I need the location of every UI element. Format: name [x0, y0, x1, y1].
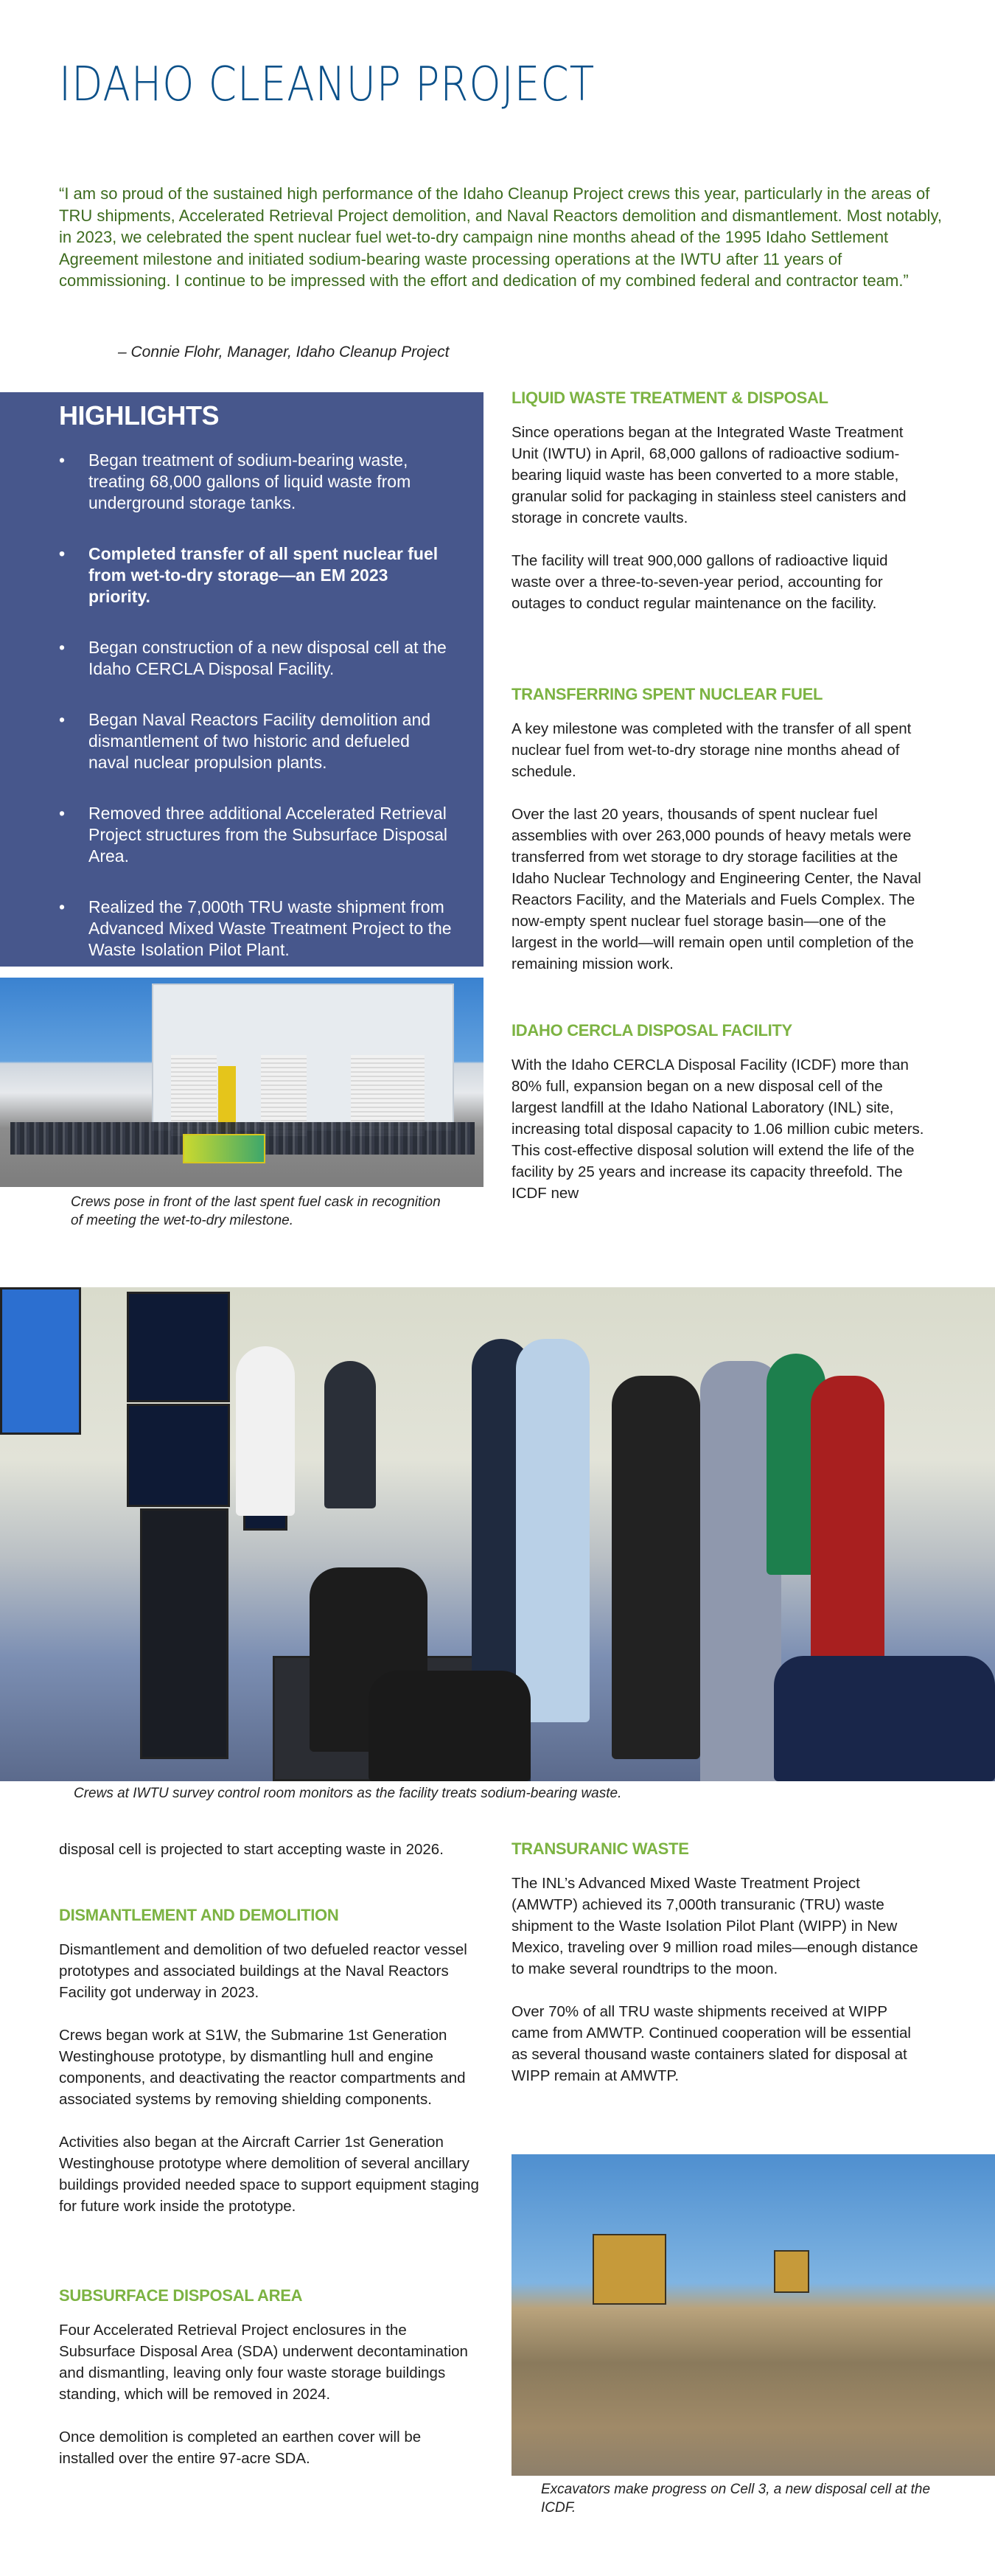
section-icdf-continued — [59, 1839, 479, 1860]
section-paragraph: Over the last 20 years, thousands of spent nuclear fuel assemblies with over 263,000 pounds of heavy metals were transferred from wet storage to dry storage facilities at the Idaho Nuclear Technology and Engineering Center, the Naval Reactors Facility, and the Materials and Fuels Complex. The now-empty spent nuclear fuel storage basin—one of the largest in the world—will remain open until completion of the remaining mission work. — [512, 806, 921, 972]
monitor-shape — [127, 1292, 230, 1402]
bullet-icon: • — [59, 450, 66, 470]
section-heading: TRANSURANIC WASTE — [512, 1839, 689, 1858]
section-heading: LIQUID WASTE TREATMENT & DISPOSAL — [512, 389, 828, 407]
monitor-shape — [0, 1287, 81, 1435]
highlight-item: • Began construction of a new disposal cell at the Idaho CERCLA Disposal Facility. — [59, 638, 447, 678]
control-room-photo — [0, 1287, 995, 1781]
excavator-caption: Excavators make progress on Cell 3, a new disposal cell at the ICDF. — [541, 2482, 931, 2516]
section-icdf — [512, 1020, 924, 1204]
highlights-box — [0, 392, 483, 967]
section-liquid-waste — [512, 388, 924, 614]
section-heading: IDAHO CERCLA DISPOSAL FACILITY — [512, 1021, 792, 1040]
excavator-shape — [593, 2234, 666, 2305]
highlight-item: • Completed transfer of all spent nuclear fuel from wet-to-dry storage—an EM 2023 priority. — [59, 544, 439, 606]
highlight-item: • Removed three additional Accelerated Retrieval Project structures from the Subsurface Disposal Area. — [59, 804, 448, 866]
crew-photo — [0, 978, 483, 1187]
section-paragraph: With the Idaho CERCLA Disposal Facility (ICDF) more than 80% full, expansion began on a new disposal cell of the largest landfill at the Idaho National Laboratory (INL) site, increasing total disposal capacity to 1.06 million cubic meters. This cost-effective disposal solution will extend the life of the facility by 25 years and increase its capacity threefold. The ICDF new — [512, 1056, 924, 1202]
section-paragraph: Dismantlement and demolition of two defueled reactor vessel prototypes and associated buildings at the Naval Reactors Facility got underway in 2023. — [59, 1941, 467, 2001]
manager-quote: “I am so proud of the sustained high performance of the Idaho Cleanup Project crews this year, particularly in the areas of TRU shipments, Accelerated Retrieval Project demolition, and Naval Reactors demolition and dismantlement. Most notably, in 2023, we celebrated the spent nuclear fuel wet-to-dry campaign nine months ahead of the 1995 Idaho Settlement Agreement milestone and initiated sodium-bearing waste processing operations at the IWTU after 11 years of commissioning. I continue to be impressed with the effort and dedication of my combined federal and contractor team.” — [59, 184, 942, 290]
person-shape — [369, 1671, 531, 1781]
section-heading: DISMANTLEMENT AND DEMOLITION — [59, 1906, 339, 1924]
highlights-list — [59, 450, 454, 961]
person-shape — [516, 1339, 590, 1722]
person-shape — [236, 1346, 295, 1516]
page-title: IDAHO CLEANUP PROJECT — [59, 58, 596, 112]
highlight-item: • Began Naval Reactors Facility demolition and dismantlement of two historic and defueled naval nuclear propulsion plants. — [59, 710, 431, 772]
highlight-item: • Realized the 7,000th TRU waste shipment from Advanced Mixed Waste Treatment Project to the Waste Isolation Pilot Plant. — [59, 897, 452, 959]
bullet-icon: • — [59, 897, 66, 916]
excavator-photo — [512, 2154, 995, 2476]
section-heading: SUBSURFACE DISPOSAL AREA — [59, 2286, 303, 2305]
section-paragraph: Four Accelerated Retrieval Project enclosures in the Subsurface Disposal Area (SDA) underwent decontamination and dismantling, leaving only four waste storage buildings standing, which will be removed in 2024. — [59, 2322, 468, 2403]
section-paragraph: Over 70% of all TRU waste shipments received at WIPP came from AMWTP. Continued cooperation will be essential as several thousand waste containers slated for disposal at WIPP remain at AMWTP. — [512, 2003, 911, 2084]
section-paragraph: The facility will treat 900,000 gallons of radioactive liquid waste over a three-to-seven-year period, accounting for outages to conduct regular maintenance on the facility. — [512, 552, 888, 612]
section-sda — [59, 2286, 479, 2469]
building-shape — [152, 984, 454, 1131]
person-shape — [774, 1656, 995, 1781]
banner-shape — [183, 1134, 265, 1163]
section-paragraph: A key milestone was completed with the transfer of all spent nuclear fuel from wet-to-dry storage nine months ahead of schedule. — [512, 720, 912, 780]
highlight-item: • Began treatment of sodium-bearing waste, treating 68,000 gallons of liquid waste from underground storage tanks. — [59, 450, 411, 512]
section-paragraph: Since operations began at the Integrated Waste Treatment Unit (IWTU) in April, 68,000 gallons of radioactive sodium-bearing liquid waste has been converted to a more stable, granular solid for packaging in stainless steel canisters and storage in concrete vaults. — [512, 424, 907, 526]
monitor-shape — [140, 1508, 228, 1759]
crew-photo-caption: Crews pose in front of the last spent fuel cask in recognition of meeting the wet-to-dry milestone. — [71, 1194, 441, 1228]
person-shape — [811, 1376, 884, 1693]
quote-attribution: – Connie Flohr, Manager, Idaho Cleanup Project — [118, 344, 450, 361]
section-spent-fuel — [512, 684, 924, 975]
section-dnd — [59, 1905, 479, 2217]
control-room-caption: Crews at IWTU survey control room monitors as the facility treats sodium-bearing waste. — [74, 1786, 622, 1801]
bullet-icon: • — [59, 638, 66, 657]
section-paragraph: Crews began work at S1W, the Submarine 1st Generation Westinghouse prototype, by dismantling hull and engine components, and deactivating the reactor compartments and associated systems by removing shielding components. — [59, 2027, 466, 2108]
person-shape — [324, 1361, 376, 1508]
bullet-icon: • — [59, 544, 66, 563]
monitor-shape — [127, 1404, 230, 1507]
section-heading: TRANSFERRING SPENT NUCLEAR FUEL — [512, 685, 823, 703]
section-tru — [512, 1839, 924, 2086]
section-paragraph: Once demolition is completed an earthen cover will be installed over the entire 97-acre SDA. — [59, 2429, 422, 2467]
excavator-shape — [774, 2250, 809, 2293]
section-paragraph: The INL’s Advanced Mixed Waste Treatment Project (AMWTP) achieved its 7,000th transuranic (TRU) waste shipment to the Waste Isolation Pilot Plant (WIPP) in New Mexico, traveling over 9 million road miles—enough distance to make several roundtrips to the moon. — [512, 1875, 918, 1977]
section-paragraph: Activities also began at the Aircraft Carrier 1st Generation Westinghouse prototype where demolition of several ancillary buildings provided needed space to support equipment staging for future work inside the prototype. — [59, 2134, 479, 2215]
section-paragraph: disposal cell is projected to start accepting waste in 2026. — [59, 1841, 444, 1858]
bullet-icon: • — [59, 804, 66, 823]
bullet-icon: • — [59, 710, 66, 729]
person-shape — [612, 1376, 700, 1759]
highlights-title: HIGHLIGHTS — [59, 400, 219, 431]
